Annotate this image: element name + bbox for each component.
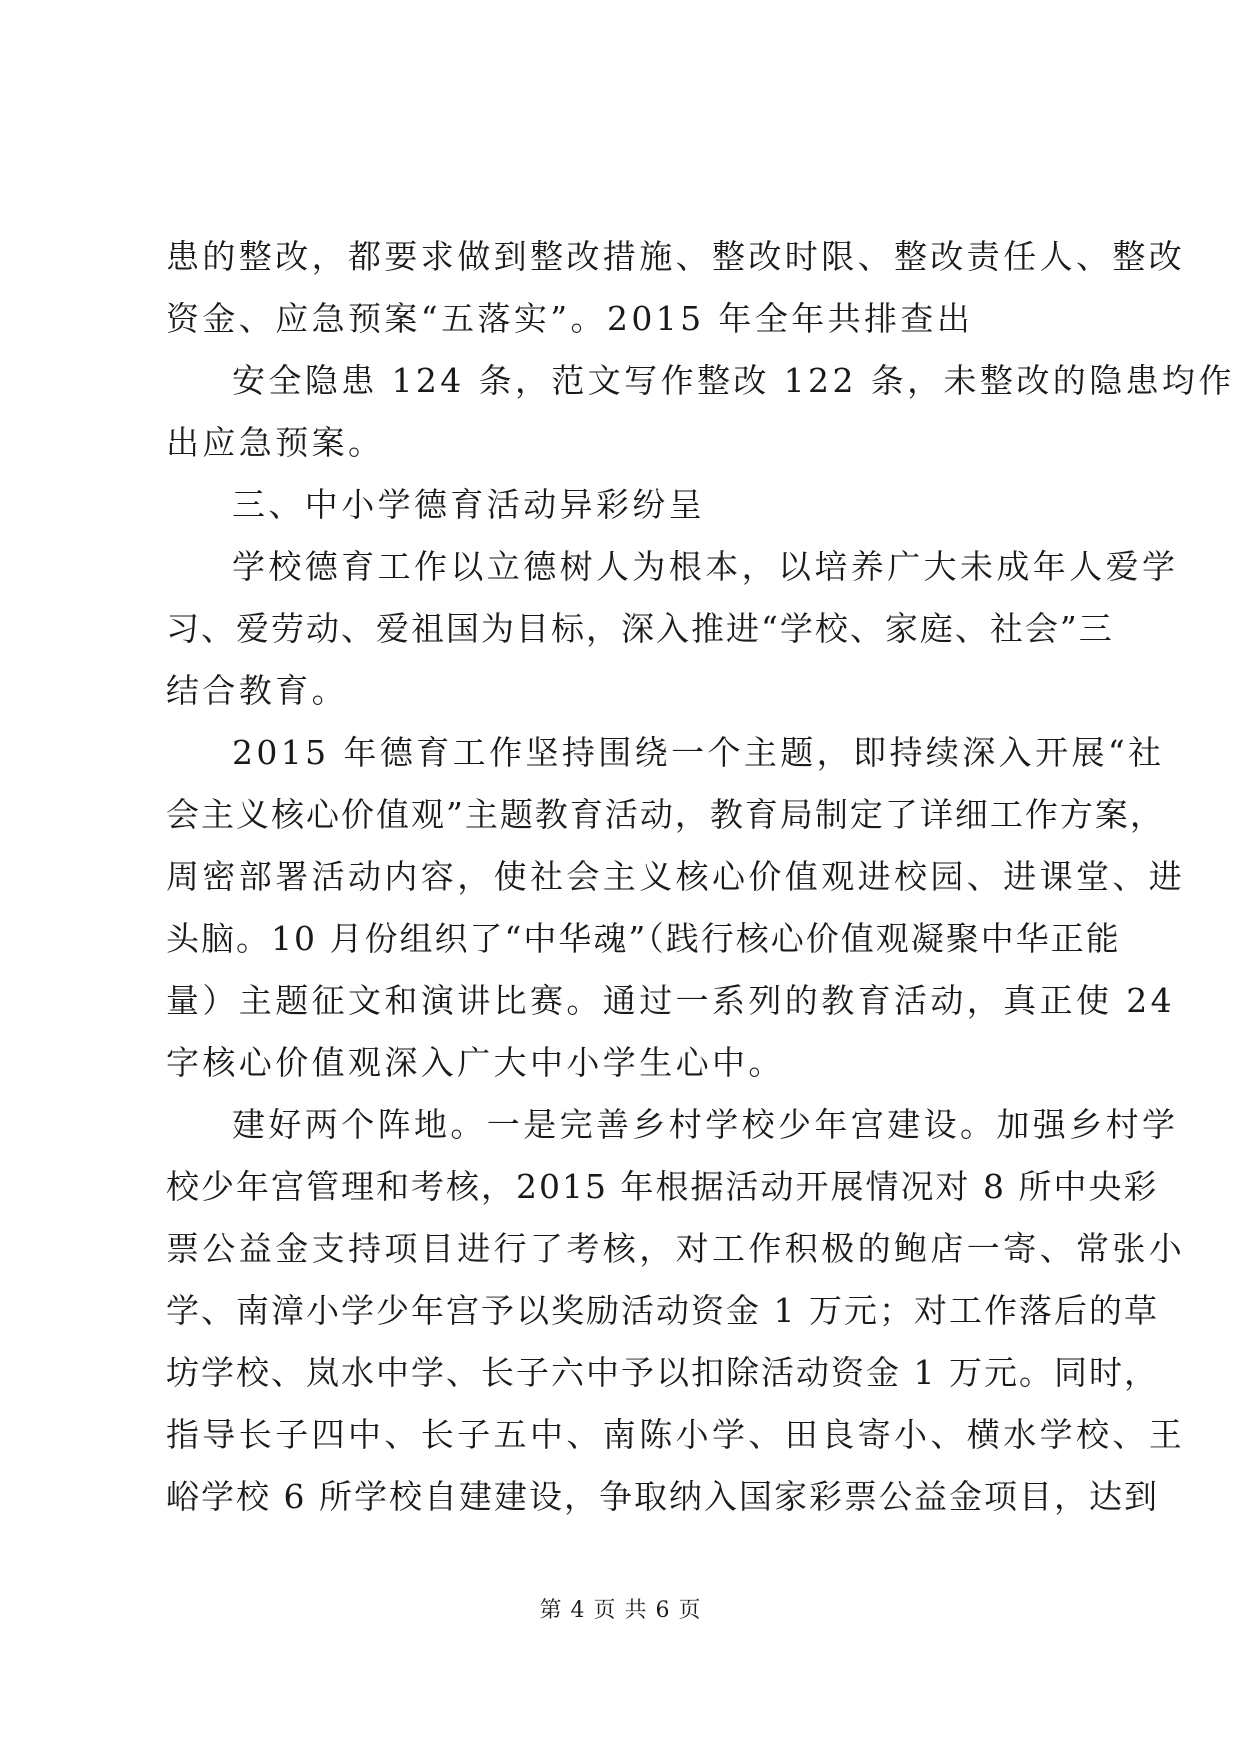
- text-line: 周密部署活动内容，使社会主义核心价值观进校园、进课堂、进: [166, 857, 1186, 896]
- text-line: 量）主题征文和演讲比赛。通过一系列的教育活动，真正使 24: [166, 981, 1176, 1020]
- text-line: 坊学校、岚水中学、长子六中予以扣除活动资金 1 万元。同时，: [166, 1353, 1159, 1392]
- text-line: 会主义核心价值观”主题教育活动，教育局制定了详细工作方案，: [166, 795, 1165, 834]
- text-line: 资金、应急预案“五落实”。2015 年全年共排查出: [166, 299, 974, 338]
- section-heading: 三、中小学德育活动异彩纷呈: [232, 485, 706, 524]
- page-footer: 第 4 页 共 6 页: [539, 1598, 702, 1623]
- text-line: 安全隐患 124 条，范文写作整改 122 条，未整改的隐患均作: [232, 361, 1235, 400]
- text-line: 头脑。10 月份组织了“中华魂”（践行核心价值观凝聚中华正能: [166, 919, 1121, 958]
- text-line: 峪学校 6 所学校自建建设，争取纳入国家彩票公益金项目，达到: [166, 1477, 1159, 1516]
- text-line: 票公益金支持项目进行了考核，对工作积极的鲍店一寄、常张小: [166, 1229, 1186, 1268]
- text-line: 习、爱劳动、爱祖国为目标，深入推进“学校、家庭、社会”三: [166, 609, 1114, 648]
- text-line: 学、南漳小学少年宫予以奖励活动资金 1 万元；对工作落后的草: [166, 1291, 1159, 1330]
- body-text: [166, 226, 1235, 1528]
- text-line: 2015 年德育工作坚持围绕一个主题，即持续深入开展“社: [232, 733, 1165, 772]
- text-line: 学校德育工作以立德树人为根本，以培养广大未成年人爱学: [232, 547, 1179, 586]
- text-line: 字核心价值观深入广大中小学生心中。: [166, 1043, 785, 1082]
- text-line: 校少年宫管理和考核，2015 年根据活动开展情况对 8 所中央彩: [166, 1167, 1159, 1206]
- text-line: 结合教育。: [166, 671, 348, 710]
- text-line: 指导长子四中、长子五中、南陈小学、田良寄小、横水学校、王: [166, 1415, 1186, 1454]
- text-line: 建好两个阵地。一是完善乡村学校少年宫建设。加强乡村学: [232, 1105, 1179, 1144]
- text-line: 患的整改，都要求做到整改措施、整改时限、整改责任人、整改: [166, 237, 1186, 276]
- text-line: 出应急预案。: [166, 423, 385, 462]
